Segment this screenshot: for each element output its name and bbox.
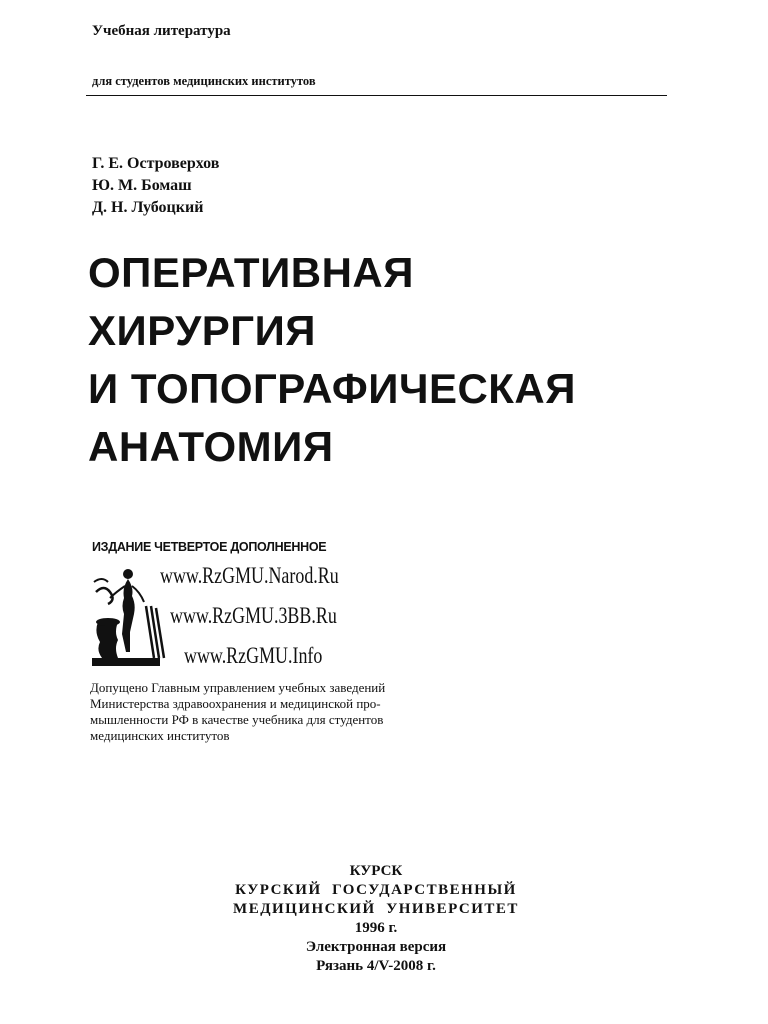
title-line: ХИРУРГИЯ: [88, 307, 316, 354]
audience-label: для студентов медицинских институтов: [92, 74, 316, 88]
header-divider: [86, 95, 667, 96]
imprint-year: 1996 г.: [354, 920, 398, 936]
series-label: Учебная литература: [92, 23, 231, 39]
edition-label: ИЗДАНИЕ ЧЕТВЕРТОЕ ДОПОЛНЕННОЕ: [92, 540, 327, 554]
approval-line: Допущено Главным управлением учебных заведений: [90, 680, 386, 695]
title-line: И ТОПОГРАФИЧЕСКАЯ: [88, 365, 576, 412]
imprint-place-date: Рязань 4/V-2008 г.: [316, 958, 436, 974]
imprint-publisher: КУРСКИЙ ГОСУДАРСТВЕННЫЙ: [235, 882, 517, 898]
website-url[interactable]: www.RzGMU.Narod.Ru: [160, 563, 339, 588]
imprint-version: Электронная версия: [305, 939, 447, 955]
author-name: Д. Н. Лубоцкий: [92, 199, 204, 216]
statue-emblem-icon: [88, 562, 168, 670]
imprint-block: [200, 862, 552, 976]
author-name: Г. Е. Островерхов: [92, 155, 220, 172]
website-url[interactable]: www.RzGMU.3BB.Ru: [170, 603, 337, 628]
approval-line: Министерства здравоохранения и медицинской про-: [90, 696, 381, 711]
author-name: Ю. М. Бомаш: [92, 177, 192, 194]
title-line: ОПЕРАТИВНАЯ: [88, 249, 414, 296]
approval-text: [90, 680, 500, 744]
imprint-city: КУРСК: [349, 863, 403, 879]
approval-line: медицинских институтов: [90, 728, 230, 743]
approval-line: мышленности РФ в качестве учебника для студентов: [90, 712, 384, 727]
authors-block: [92, 153, 219, 219]
website-url[interactable]: www.RzGMU.Info: [184, 643, 323, 668]
book-title: [88, 244, 576, 476]
imprint-publisher: МЕДИЦИНСКИЙ УНИВЕРСИТЕТ: [233, 901, 519, 917]
title-line: АНАТОМИЯ: [88, 423, 334, 470]
